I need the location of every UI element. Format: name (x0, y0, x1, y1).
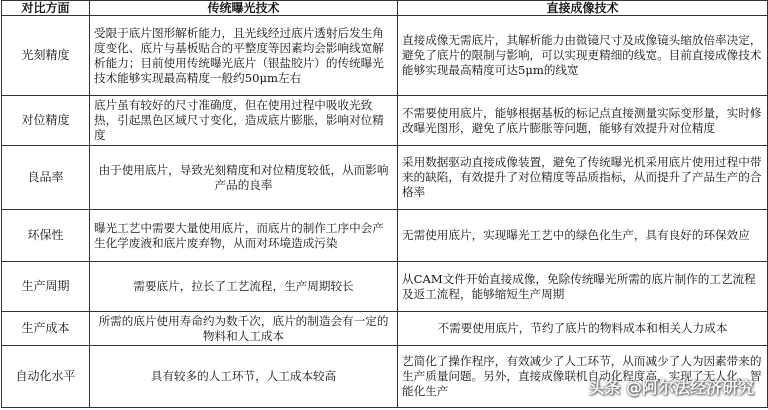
header-direct: 直接成像技术 (398, 1, 768, 16)
row-traditional: 受限于底片图形解析能力，且光线经过底片透射后发生角度变化、底片与基板贴合的平整度等因素均会影响线宽解析能力；目前使用传统曝光底片（银盐胶片）的传统曝光技术能够实现最高精度一般约50μm左右 (90, 16, 398, 96)
row-direct: 从CAM文件开始直接成像，免除传统曝光所需的底片制作的工艺流程及返工流程，能够缩短生产周期 (398, 262, 768, 312)
row-aspect: 自动化水平 (2, 346, 90, 408)
comparison-table (1, 0, 768, 408)
table-row (2, 16, 768, 96)
row-aspect: 对位精度 (2, 96, 90, 146)
row-traditional: 曝光工艺中需要大量使用底片，而底片的制作工序中会产生化学废液和底片废弃物，从而对环境造成污染 (90, 210, 398, 262)
row-aspect: 光刻精度 (2, 16, 90, 96)
table-row (2, 96, 768, 146)
row-traditional: 具有较多的人工环节，人工成本较高 (90, 346, 398, 408)
header-traditional: 传统曝光技术 (90, 1, 398, 16)
row-aspect: 良品率 (2, 146, 90, 210)
row-traditional: 需要底片，拉长了工艺流程，生产周期较长 (90, 262, 398, 312)
row-traditional: 所需的底片使用寿命约为数千次，底片的制造会有一定的物料和人工成本 (90, 312, 398, 346)
row-traditional: 底片虽有较好的尺寸准确度，但在使用过程中吸收光致热，引起黑色区域尺寸变化，造成底片膨胀，影响对位精度 (90, 96, 398, 146)
row-direct: 不需要使用底片，节约了底片的物料成本和相关人力成本 (398, 312, 768, 346)
row-aspect: 生产成本 (2, 312, 90, 346)
row-direct: 采用数据驱动直接成像装置，避免了传统曝光机采用底片使用过程中带来的缺陷，有效提升了对位精度等品质指标，从而提升了产品生产的合格率 (398, 146, 768, 210)
table-row (2, 262, 768, 312)
table-row (2, 312, 768, 346)
watermark: 头条 @阿尔法经济研究 (588, 378, 754, 397)
row-direct: 直接成像无需底片，其解析能力由微镜尺寸及成像镜头缩放倍率决定，避免了底片的限制与影响，可以实现更精细的线宽。目前直接成像技术能够实现最高精度可达5μm的线宽 (398, 16, 768, 96)
header-row (2, 1, 768, 16)
row-direct: 不需要使用底片，能够根据基板的标记点直接测量实际变形量，实时修改曝光图形，避免了底片膨胀等问题，能够有效提升对位精度 (398, 96, 768, 146)
table-row (2, 210, 768, 262)
row-direct: 无需使用底片，实现曝光工艺中的绿色化生产，具有良好的环保效应 (398, 210, 768, 262)
row-aspect: 环保性 (2, 210, 90, 262)
row-direct: 艺简化了操作程序，有效减少了人工环节，从而减少了人为因素带来的生产质量问题。另外，直接成像联机自动化程度高，实现了无人化、智能化生产 (398, 346, 768, 408)
table-row (2, 146, 768, 210)
row-aspect: 生产周期 (2, 262, 90, 312)
header-aspect: 对比方面 (2, 1, 90, 16)
row-traditional: 由于使用底片，导致光刻精度和对位精度较低，从而影响产品的良率 (90, 146, 398, 210)
table-row (2, 346, 768, 408)
